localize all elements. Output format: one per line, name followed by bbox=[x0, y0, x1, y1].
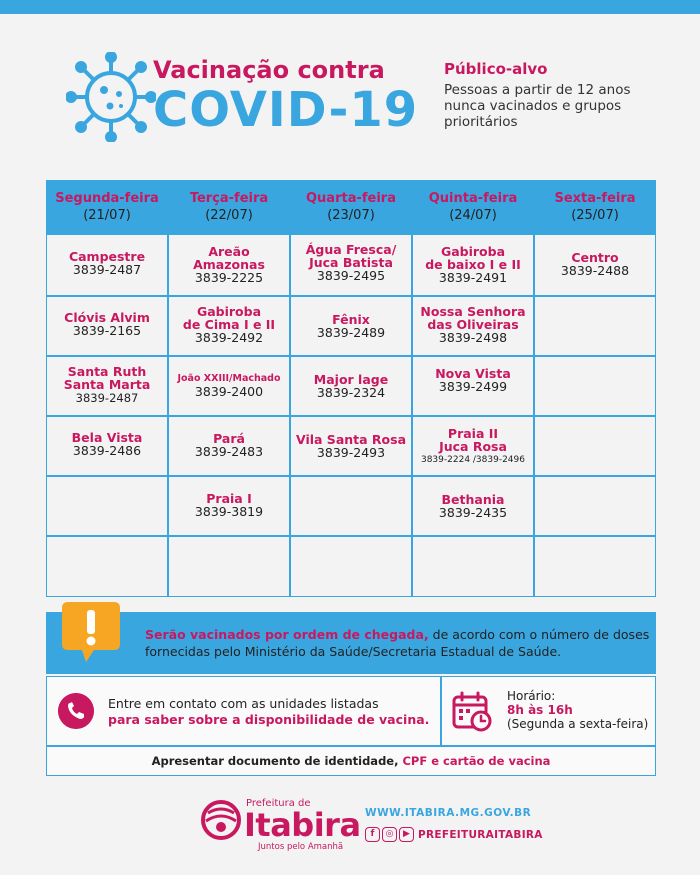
website-url[interactable]: WWW.ITABIRA.MG.GOV.BR bbox=[365, 807, 532, 819]
unit-cell-campestre bbox=[47, 250, 167, 277]
day-name: Segunda-feira bbox=[55, 191, 159, 206]
instagram-icon[interactable]: ◎ bbox=[382, 827, 397, 842]
top-bar bbox=[0, 0, 700, 14]
social-links bbox=[365, 824, 543, 840]
unit-cell-praia-i bbox=[169, 492, 289, 519]
unit-phone: 3839-2225 bbox=[194, 270, 264, 285]
unit-name: Gabiroba de baixo I e II bbox=[425, 244, 521, 272]
unit-phone: 3839-2400 bbox=[194, 384, 264, 399]
unit-cell-major-lage bbox=[291, 373, 411, 400]
unit-cell-joao-xxiii bbox=[169, 372, 289, 399]
unit-phone: 3839-2435 bbox=[438, 505, 508, 520]
unit-phone: 3839-2324 bbox=[316, 385, 386, 400]
unit-name: Areão Amazonas bbox=[193, 244, 265, 272]
day-name: Quinta-feira bbox=[428, 191, 518, 206]
day-header-monday bbox=[47, 181, 167, 235]
calendar-clock-icon bbox=[451, 690, 493, 732]
logo-tagline: Juntos pelo Amanhã bbox=[258, 842, 344, 852]
contact-text bbox=[108, 696, 438, 728]
day-date: (21/07) bbox=[83, 208, 131, 223]
day-header-wednesday bbox=[291, 181, 411, 235]
unit-name: Nova Vista bbox=[435, 366, 511, 381]
title-line-2: COVID-19 bbox=[153, 82, 419, 138]
unit-name: Fênix bbox=[332, 312, 370, 327]
unit-phone: 3839-2483 bbox=[194, 444, 264, 459]
day-header-friday bbox=[535, 181, 655, 235]
unit-cell-santa-ruth bbox=[47, 365, 167, 405]
social-handle[interactable]: PREFEITURAITABIRA bbox=[418, 828, 543, 841]
opening-hours bbox=[507, 689, 648, 731]
phone-icon bbox=[58, 693, 94, 729]
day-name: Terça-feira bbox=[189, 191, 269, 206]
document-requirement bbox=[46, 746, 656, 776]
unit-cell-para bbox=[169, 432, 289, 459]
target-audience-text: Pessoas a partir de 12 anos nunca vacinados e grupos prioritários bbox=[444, 82, 631, 130]
unit-name: Pará bbox=[213, 431, 245, 446]
document-text: Apresentar documento de identidade, bbox=[151, 754, 399, 768]
unit-name: Vila Santa Rosa bbox=[296, 432, 406, 447]
grid-divider bbox=[47, 415, 655, 417]
unit-cell-clovis-alvim bbox=[47, 311, 167, 338]
unit-phone: 3839-2495 bbox=[316, 268, 386, 283]
unit-phone: 3839-2488 bbox=[560, 263, 630, 278]
unit-cell-vila-santa-rosa bbox=[291, 433, 411, 460]
unit-cell-centro bbox=[535, 251, 655, 278]
unit-name: João XXIII/Machado bbox=[177, 373, 281, 384]
contact-line-1: Entre em contato com as unidades listadas bbox=[108, 696, 379, 711]
schedule-table bbox=[46, 180, 656, 597]
unit-name: Água Fresca/ Juca Batista bbox=[305, 242, 397, 270]
unit-name: Bela Vista bbox=[71, 430, 143, 445]
unit-cell-nossa-senhora bbox=[413, 305, 533, 345]
day-date: (22/07) bbox=[205, 208, 253, 223]
unit-cell-praia-ii bbox=[413, 427, 533, 467]
hours-days: (Segunda a sexta-feira) bbox=[507, 717, 649, 731]
day-date: (23/07) bbox=[327, 208, 375, 223]
unit-phone: 3839-2498 bbox=[438, 330, 508, 345]
day-date: (25/07) bbox=[571, 208, 619, 223]
unit-cell-agua-fresca bbox=[291, 243, 411, 283]
contact-divider bbox=[440, 676, 442, 746]
youtube-icon[interactable]: ▶ bbox=[399, 827, 414, 842]
unit-cell-gabiroba-cima bbox=[169, 305, 289, 345]
virus-icon bbox=[66, 52, 156, 142]
day-header-thursday bbox=[413, 181, 533, 235]
unit-phone: 3839-2487 bbox=[72, 262, 142, 277]
unit-cell-bethania bbox=[413, 493, 533, 520]
unit-name: Nossa Senhora das Oliveiras bbox=[420, 304, 526, 332]
notice-bold: Serão vacinados por ordem de chegada, bbox=[145, 627, 429, 642]
facebook-icon[interactable]: f bbox=[365, 827, 380, 842]
unit-name: Major lage bbox=[313, 372, 389, 387]
unit-name: Praia II Juca Rosa bbox=[439, 426, 507, 454]
unit-phone: 3839-2489 bbox=[316, 325, 386, 340]
unit-phone: 3839-2499 bbox=[438, 379, 508, 394]
grid-divider bbox=[47, 355, 655, 357]
unit-phone: 3839-2486 bbox=[72, 443, 142, 458]
unit-phone: 3839-2491 bbox=[438, 270, 508, 285]
notice-text bbox=[145, 626, 650, 660]
unit-cell-nova-vista bbox=[413, 367, 533, 394]
logo-prefeitura: Prefeitura de bbox=[246, 798, 311, 809]
title-line-1: Vacinação contra bbox=[153, 56, 385, 84]
day-header-tuesday bbox=[169, 181, 289, 235]
unit-phone: 3839-2493 bbox=[316, 445, 386, 460]
grid-divider bbox=[47, 535, 655, 537]
unit-cell-fenix bbox=[291, 313, 411, 340]
unit-cell-gabiroba-baixo bbox=[413, 245, 533, 285]
day-date: (24/07) bbox=[449, 208, 497, 223]
unit-cell-bela-vista bbox=[47, 431, 167, 458]
grid-divider bbox=[47, 295, 655, 297]
unit-phone: 3839-3819 bbox=[194, 504, 264, 519]
itabira-logo-icon bbox=[200, 799, 242, 841]
unit-phone: 3839-2487 bbox=[75, 391, 139, 405]
hours-time: 8h às 16h bbox=[507, 703, 573, 717]
unit-phone: 3839-2224 /3839-2496 bbox=[420, 455, 525, 465]
unit-phone: 3839-2492 bbox=[194, 330, 264, 345]
unit-phone: 3839-2165 bbox=[72, 323, 142, 338]
unit-name: Praia I bbox=[206, 491, 252, 506]
notice-body: de acordo com o número de doses fornecidas pelo Ministério da Saúde/Secretaria Estadual de Saúde. bbox=[145, 627, 650, 659]
unit-name: Gabiroba de Cima I e II bbox=[182, 304, 276, 332]
document-text-pink: CPF e cartão de vacina bbox=[398, 754, 551, 768]
logo-city: Itabira bbox=[244, 806, 361, 844]
hours-label: Horário: bbox=[507, 689, 556, 703]
contact-line-2: para saber sobre a disponibilidade de vacina. bbox=[108, 712, 430, 727]
target-audience-title: Público-alvo bbox=[444, 60, 548, 78]
unit-name: Clóvis Alvim bbox=[64, 310, 150, 325]
day-name: Sexta-feira bbox=[554, 191, 636, 206]
unit-name: Santa Ruth Santa Marta bbox=[63, 364, 151, 392]
unit-name: Centro bbox=[571, 250, 619, 265]
grid-divider bbox=[47, 475, 655, 477]
day-name: Quarta-feira bbox=[306, 191, 396, 206]
unit-name: Campestre bbox=[68, 249, 146, 264]
unit-cell-areao bbox=[169, 245, 289, 285]
alert-icon bbox=[58, 598, 124, 666]
unit-name: Bethania bbox=[441, 492, 505, 507]
